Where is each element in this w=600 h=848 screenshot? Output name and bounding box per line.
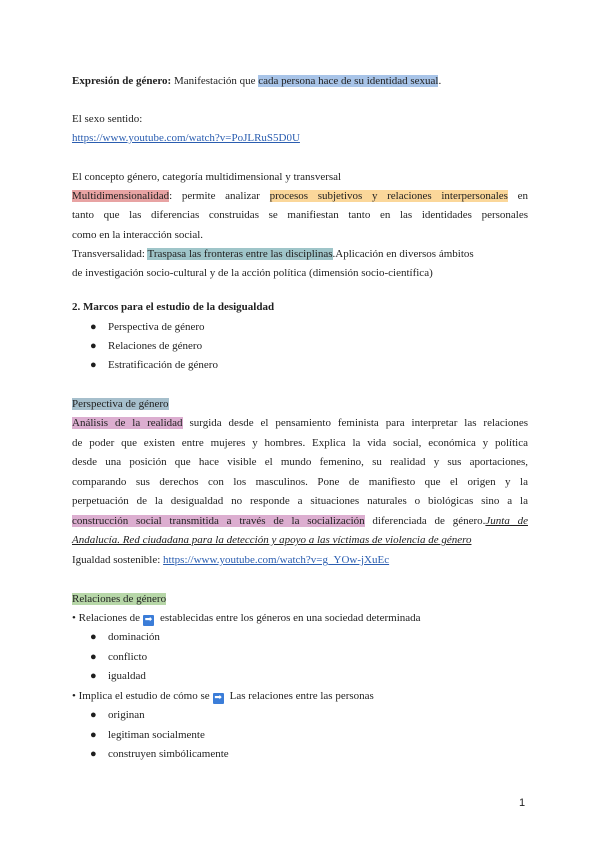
perspectiva-line-1: Análisis de la realidad surgida desde el pensamiento feminista para interpretar las relaciones [72,417,528,429]
highlight-green: Relaciones de género [72,593,167,605]
perspectiva-line-4: comparando sus derechos con los masculinos. Pone de manifiesto que el origen y la [72,476,528,488]
list-item: ● originan [90,709,145,721]
highlight-blue: cada persona hace de su identidad sexual [258,75,439,87]
marcos-heading: 2. Marcos para el estudio de la desigualdad [72,301,275,313]
highlight-slate: Perspectiva de género [72,398,169,410]
transv-line-2: de investigación socio-cultural y de la acción política (dimensión socio-científica) [72,267,433,279]
bullet-icon: ● [90,729,97,741]
list-item: ● Perspectiva de género [90,321,205,333]
bullet-icon: ● [90,709,97,721]
list-item: ● legitiman socialmente [90,729,205,741]
relaciones-bullet-1: • Relaciones de ➡ establecidas entre los géneros en una sociedad determinada [72,612,421,625]
expresion-paragraph: Expresión de género: Manifestación que cada persona hace de su identidad sexual. [72,75,442,87]
highlight-pink: Análisis de la realidad [72,417,183,429]
multidim-line-1: Multidimensionalidad: permite analizar procesos subjetivos y relaciones interpersonales en [72,190,528,202]
highlight-red: Multidimensionalidad [72,190,170,202]
bullet-icon: ● [90,359,97,371]
perspectiva-line-3: desde una posición que hace visible el mundo femenino, su realidad y sus aportaciones, [72,456,528,468]
list-item: ● construyen simbólicamente [90,748,229,760]
youtube-link-1[interactable]: https://www.youtube.com/watch?v=PoJLRuS5D0U [72,132,300,144]
relaciones-bullet-2: • Implica el estudio de cómo se ➡ Las relaciones entre las personas [72,690,374,703]
youtube-link-2[interactable]: https://www.youtube.com/watch?v=g_YOw-jXuEc [163,554,390,566]
list-item: ● Estratificación de género [90,359,218,371]
source-citation: Andalucía. Red ciudadana para la detección y apoyo a las víctimas de violencia de género [72,534,472,546]
list-item: ● igualdad [90,670,146,682]
multidim-line-2: tanto que las diferencias construidas se manifiestan tanto en las identidades personales [72,209,528,221]
list-item: ● dominación [90,631,160,643]
sexo-sentido-label: El sexo sentido: [72,113,143,125]
bullet-icon: ● [90,670,97,682]
concepto-line: El concepto género, categoría multidimensional y transversal [72,171,342,183]
highlight-yellow: procesos subjetivos y relaciones interpersonales [269,190,508,202]
relaciones-heading [72,592,166,607]
perspectiva-line-2: de poder que existen entre mujeres y hombres. Explica la vida social, económica y política [72,437,528,449]
transv-line-1: Transversalidad: Traspasa las fronteras entre las disciplinas.Aplicación en diversos ámbitos [72,248,474,260]
bullet-icon: ● [90,748,97,760]
bullet-icon: ● [90,651,97,663]
igualdad-line: Igualdad sostenible: https://www.youtube.com/watch?v=g_YOw-jXuEc [72,554,390,566]
perspectiva-line-6: construcción social transmitida a través de la socialización diferenciada de género.Junta de [72,515,528,527]
highlight-teal: Traspasa las fronteras entre las disciplinas [147,248,333,260]
right-arrow-icon: ➡ [144,615,153,625]
perspectiva-heading [72,397,169,412]
page-number: 1 [519,797,526,809]
perspectiva-line-5: perpetuación de la desigualdad no responde a situaciones naturales o biológicas sino a la [72,495,528,507]
list-item: ● Relaciones de género [90,340,203,352]
highlight-pink: construcción social transmitida a través de la socialización [72,515,365,527]
multidim-line-3: como en la interacción social. [72,229,204,241]
bullet-icon: ● [90,321,97,333]
right-arrow-icon: ➡ [214,693,222,703]
expresion-term: Expresión de género: [72,75,172,87]
bullet-icon: ● [90,631,97,643]
bullet-icon: ● [90,340,97,352]
list-item: ● conflicto [90,651,148,663]
